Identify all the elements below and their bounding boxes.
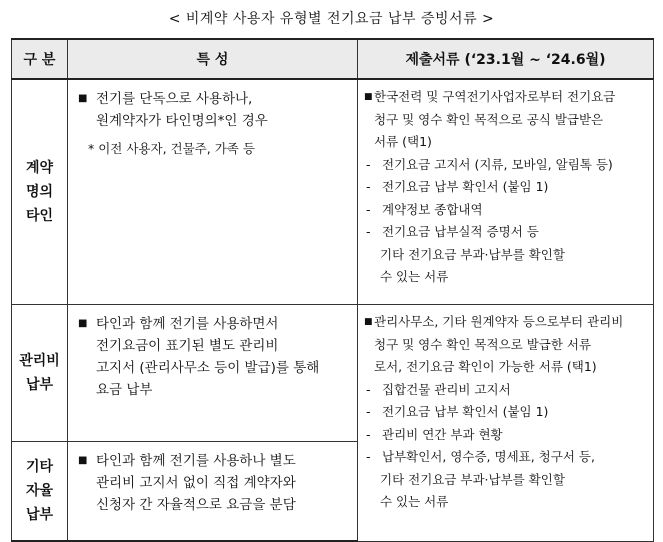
doc-item: 납부확인서, 영수증, 명세표, 청구서 등, xyxy=(382,449,595,464)
feature-line: 타인과 함께 전기를 사용하면서 xyxy=(96,316,279,332)
feature-line: 타인과 함께 전기를 사용하나 별도 xyxy=(96,453,296,469)
feature-line: 전기를 단독으로 사용하나, xyxy=(96,91,253,107)
doc-lead-line: 관리사무소, 기타 원계약자 등으로부터 관리비 xyxy=(374,314,624,329)
dash-marker: - xyxy=(366,201,371,217)
doc-item: 관리비 연간 부과 현황 xyxy=(382,426,503,442)
feature-line: 요금 납부 xyxy=(96,382,153,398)
doc-tail-line: 기타 전기요금 부과·납부를 확인할 xyxy=(380,246,565,262)
doc-tail-line: 수 있는 서류 xyxy=(380,269,449,284)
doc-tail-line: 기타 전기요금 부과·납부를 확인할 xyxy=(380,471,565,487)
header-documents: 제출서류 (‘23.1월 ~ ‘24.6월) xyxy=(358,39,654,79)
feature-cell xyxy=(68,442,358,542)
doc-item: 전기요금 납부 확인서 (붙임 1) xyxy=(382,404,549,419)
documents-cell xyxy=(358,305,654,542)
doc-tail-line: 수 있는 서류 xyxy=(380,494,449,509)
square-bullet-icon: ■ xyxy=(78,455,88,466)
table-row xyxy=(12,305,654,442)
square-bullet-icon: ■ xyxy=(78,93,88,104)
documents-cell xyxy=(358,79,654,305)
doc-item: 전기요금 납부 확인서 (붙임 1) xyxy=(382,179,549,194)
dash-marker: - xyxy=(366,449,371,464)
doc-lead-line: 청구 및 영수 확인 목적으로 공식 발급받은 xyxy=(374,111,604,127)
doc-lead-line: 로서, 전기요금 확인이 가능한 서류 (택1) xyxy=(374,359,597,374)
feature-cell xyxy=(68,79,358,305)
category-cell xyxy=(12,442,68,542)
feature-line: 관리비 고지서 없이 직접 계약자와 xyxy=(96,475,296,491)
feature-line: 원계약자가 타인명의*인 경우 xyxy=(96,113,268,129)
category-line: 관리비 xyxy=(19,353,60,369)
category-line: 납부 xyxy=(25,377,54,393)
doc-lead-line: 서류 (택1) xyxy=(374,134,432,149)
table-row xyxy=(12,79,654,305)
footnote: * 이전 사용자, 건물주, 가족 등 xyxy=(88,141,255,156)
category-line: 기타 xyxy=(25,459,54,475)
doc-lead-line: 한국전력 및 구역전기사업자로부터 전기요금 xyxy=(374,89,616,104)
category-cell xyxy=(12,305,68,442)
dash-marker: - xyxy=(366,381,371,397)
dash-marker: - xyxy=(366,224,371,239)
doc-item: 계약정보 종합내역 xyxy=(382,201,483,217)
category-line: 명의 xyxy=(25,184,54,200)
table-header-row xyxy=(12,39,654,79)
dash-marker: - xyxy=(366,426,371,442)
header-category: 구 분 xyxy=(12,39,68,79)
square-bullet-icon: ■ xyxy=(78,318,88,329)
category-line: 계약 xyxy=(25,160,54,176)
evidence-documents-table xyxy=(11,38,654,542)
doc-item: 집합건물 관리비 고지서 xyxy=(382,381,511,397)
square-bullet-icon: ■ xyxy=(364,317,373,327)
header-features: 특 성 xyxy=(68,39,358,79)
dash-marker: - xyxy=(366,156,371,172)
doc-item: 전기요금 고지서 (지류, 모바일, 알림톡 등) xyxy=(382,156,613,172)
square-bullet-icon: ■ xyxy=(364,92,373,102)
feature-line: 전기요금이 표기된 별도 관리비 xyxy=(96,338,279,354)
category-line: 자율 xyxy=(25,483,54,499)
feature-line: 고지서 (관리사무소 등이 발급)를 통해 xyxy=(96,360,320,376)
dash-marker: - xyxy=(366,179,371,194)
category-cell xyxy=(12,79,68,305)
dash-marker: - xyxy=(366,404,371,419)
feature-cell xyxy=(68,305,358,442)
feature-line: 신청자 간 자율적으로 요금을 분담 xyxy=(96,497,296,513)
category-line: 납부 xyxy=(25,507,54,523)
document-title: < 비계약 사용자 유형별 전기요금 납부 증빙서류 > xyxy=(168,11,495,27)
doc-item: 전기요금 납부실적 증명서 등 xyxy=(382,224,539,239)
doc-lead-line: 청구 및 영수 확인 목적으로 발급한 서류 xyxy=(374,336,592,352)
category-line: 타인 xyxy=(25,208,54,224)
